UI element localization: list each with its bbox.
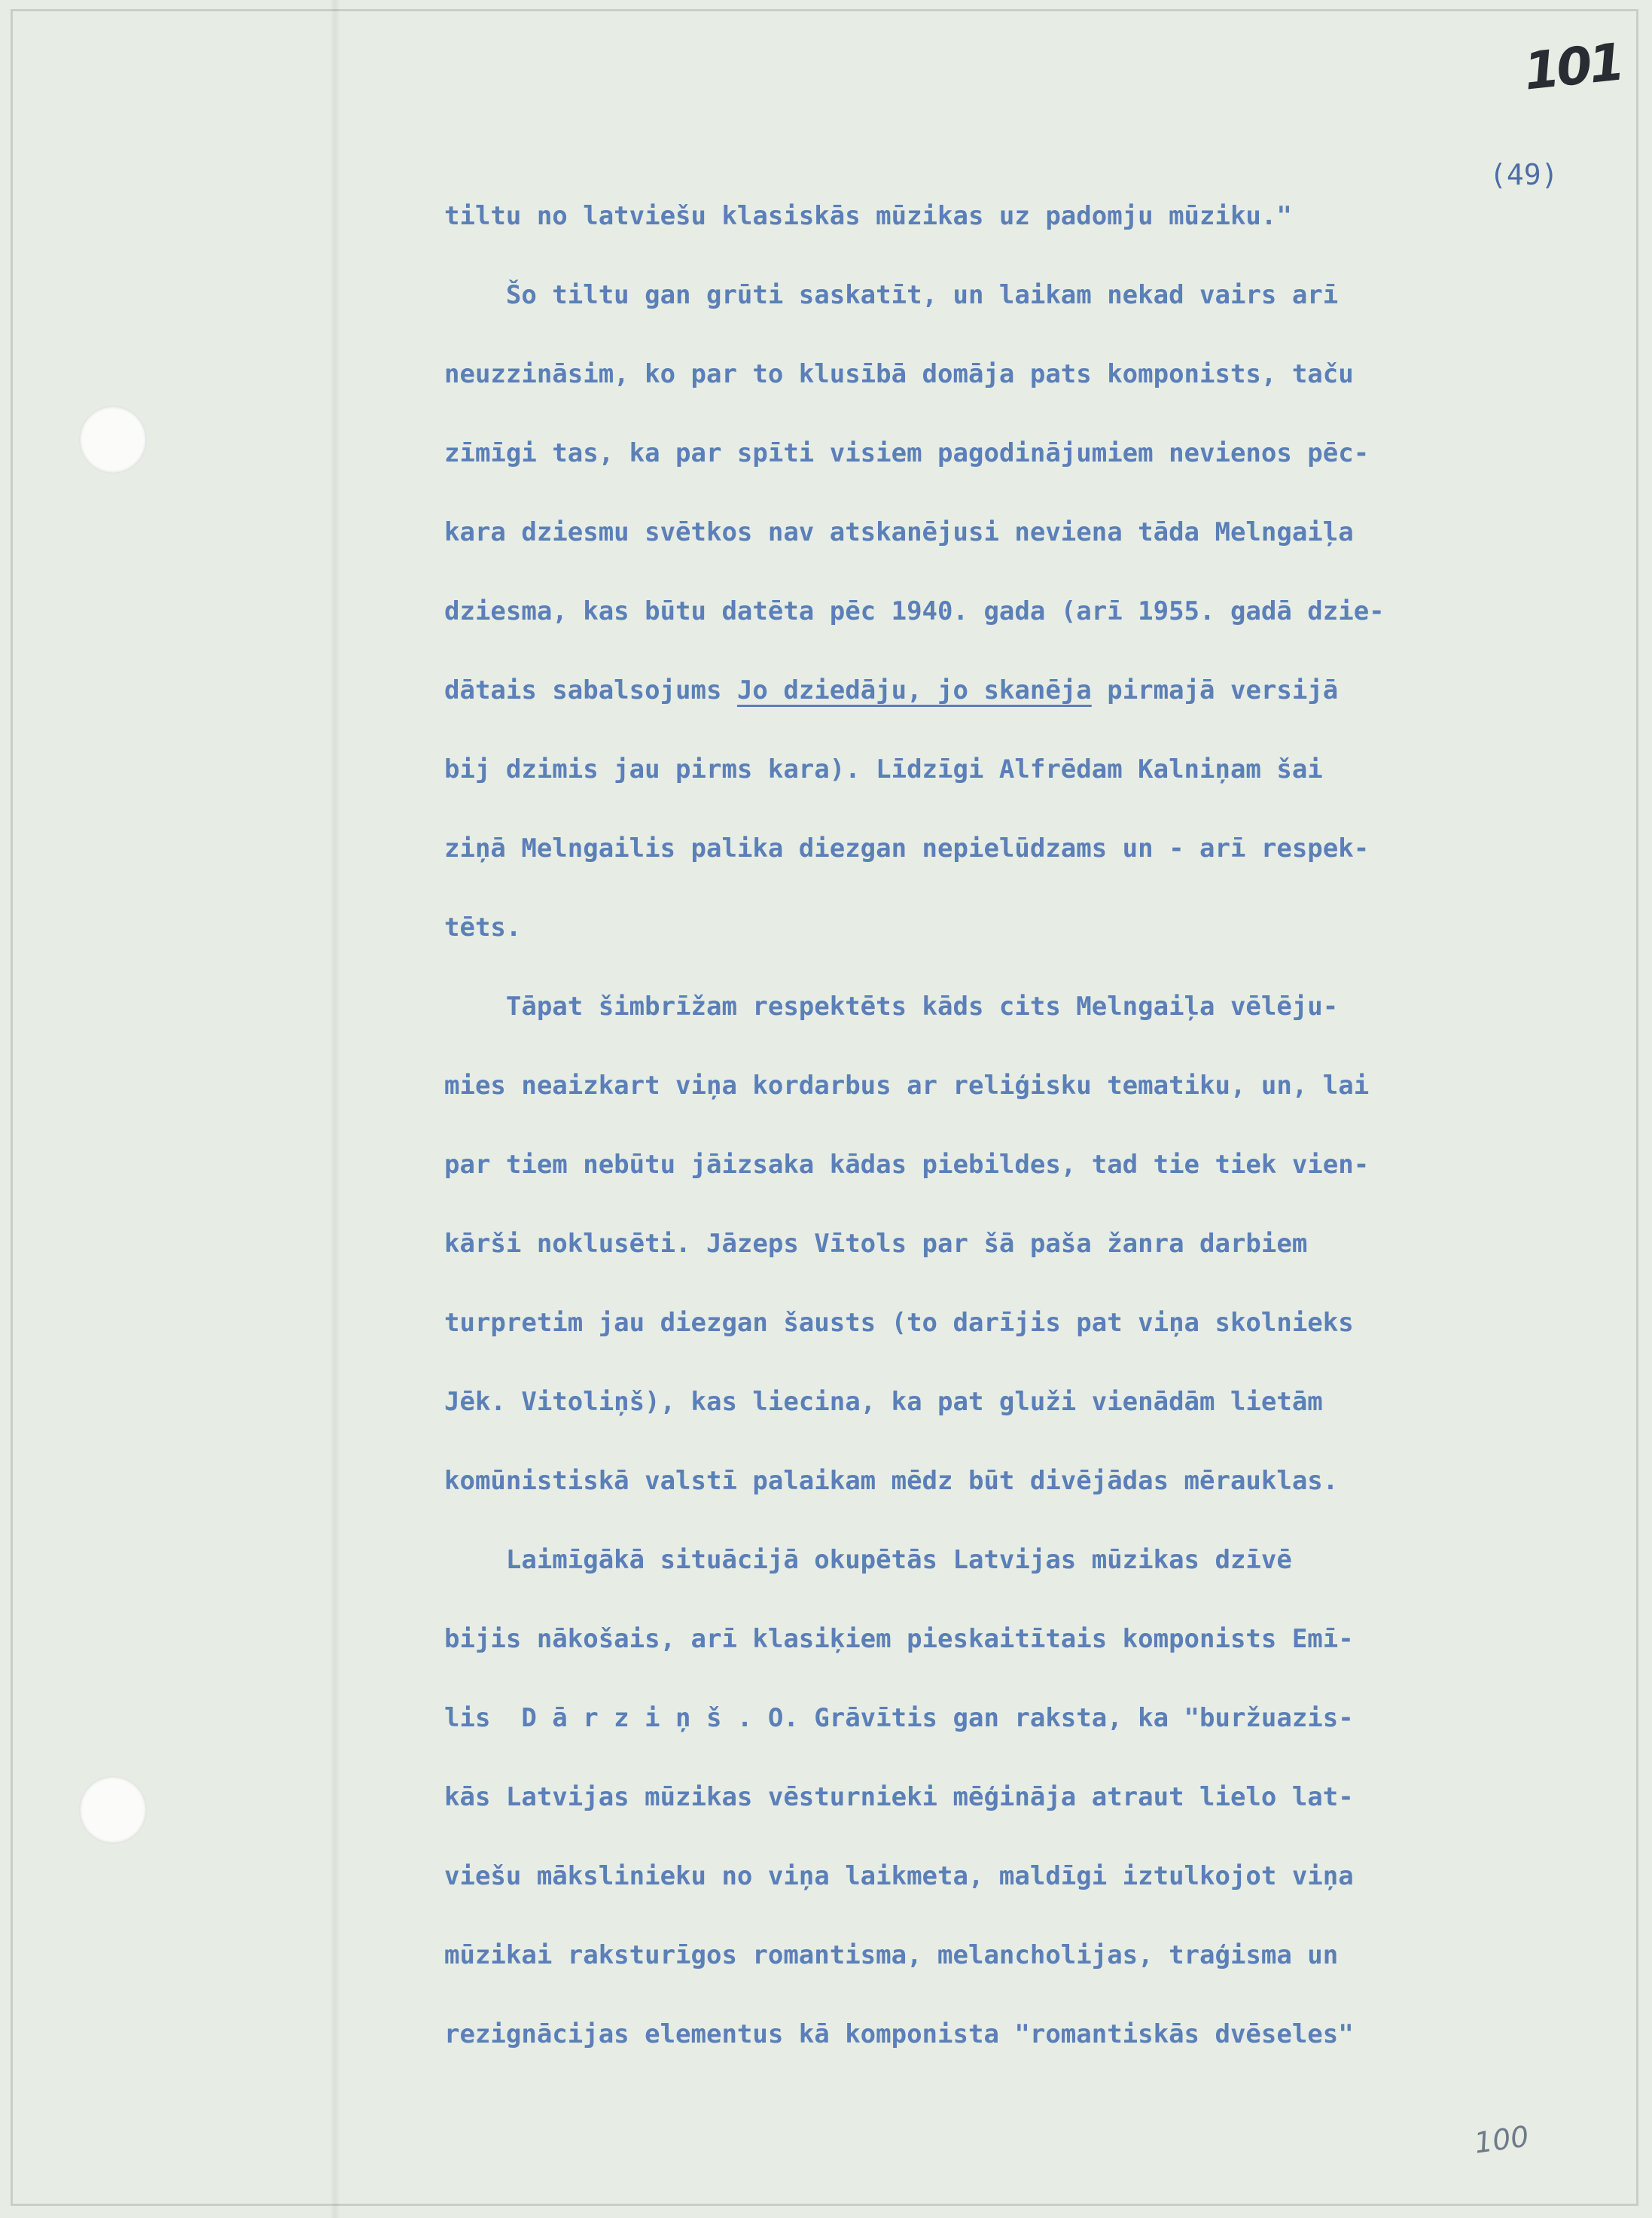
text-line: neuzzināsim, ko par to klusībā domāja pats komponists, taču xyxy=(444,359,1354,389)
text-line: tiltu no latviešu klasiskās mūzikas uz padomju mūziku." xyxy=(444,201,1292,231)
text-line: mies neaizkart viņa kordarbus ar reliģisku tematiku, un, lai xyxy=(444,1071,1370,1101)
text-line: dziesma, kas būtu datēta pēc 1940. gada (arī 1955. gadā dzie- xyxy=(444,596,1385,626)
handwritten-folio-number: 101 xyxy=(1521,32,1625,102)
text-line: rezignācijas elementus kā komponista "romantiskās dvēseles" xyxy=(444,2019,1354,2049)
line-text-before: dātais sabalsojums xyxy=(444,675,737,705)
text-line: komūnistiskā valstī palaikam mēdz būt divējādas mērauklas. xyxy=(444,1466,1339,1496)
typed-page-number: (49) xyxy=(1489,158,1559,191)
text-line: mūzikai raksturīgos romantisma, melancholijas, traģisma un xyxy=(444,1940,1339,1970)
handwritten-page-mark: 100 xyxy=(1472,2119,1532,2160)
paper-fold-shade xyxy=(331,0,339,2218)
text-line: tēts. xyxy=(444,912,522,943)
text-line: zīmīgi tas, ka par spīti visiem pagodinājumiem nevienos pēc- xyxy=(444,438,1370,468)
text-line: viešu mākslinieku no viņa laikmeta, maldīgi iztulkojot viņa xyxy=(444,1861,1354,1891)
text-line: ziņā Melngailis palika diezgan nepielūdzams un - arī respek- xyxy=(444,833,1370,864)
text-line: bijis nākošais, arī klasiķiem pieskaitītais komponists Emī- xyxy=(444,1624,1354,1654)
text-line: Jēk. Vitoliņš), kas liecina, ka pat gluži vienādām lietām xyxy=(444,1387,1323,1417)
text-line: lis D ā r z i ņ š . O. Grāvītis gan raksta, ka "buržuazis- xyxy=(444,1703,1354,1733)
text-line: par tiem nebūtu jāizsaka kādas piebildes, tad tie tiek vien- xyxy=(444,1150,1370,1180)
text-line: Šo tiltu gan grūti saskatīt, un laikam nekad vairs arī xyxy=(444,280,1339,310)
punch-hole-top xyxy=(80,407,146,473)
text-line xyxy=(444,672,1604,751)
punch-hole-bottom xyxy=(80,1777,146,1843)
underlined-song-title: Jo dziedāju, jo skanēja xyxy=(736,675,1092,705)
text-line: Tāpat šimbrīžam respektēts kāds cits Melngaiļa vēlēju- xyxy=(444,992,1339,1022)
text-line: kārši noklusēti. Jāzeps Vītols par šā paša žanra darbiem xyxy=(444,1229,1308,1259)
text-line: Laimīgākā situācijā okupētās Latvijas mūzikas dzīvē xyxy=(444,1545,1292,1575)
text-line: kās Latvijas mūzikas vēsturnieki mēģināja atraut lielo lat- xyxy=(444,1782,1354,1812)
line-text-after: pirmajā versijā xyxy=(1091,675,1339,705)
text-line: turpretim jau diezgan šausts (to darījis pat viņa skolnieks xyxy=(444,1308,1354,1338)
typewritten-body xyxy=(444,197,1604,2095)
text-line: kara dziesmu svētkos nav atskanējusi neviena tāda Melngaiļa xyxy=(444,517,1354,547)
text-line: bij dzimis jau pirms kara). Līdzīgi Alfrēdam Kalniņam šai xyxy=(444,754,1323,785)
